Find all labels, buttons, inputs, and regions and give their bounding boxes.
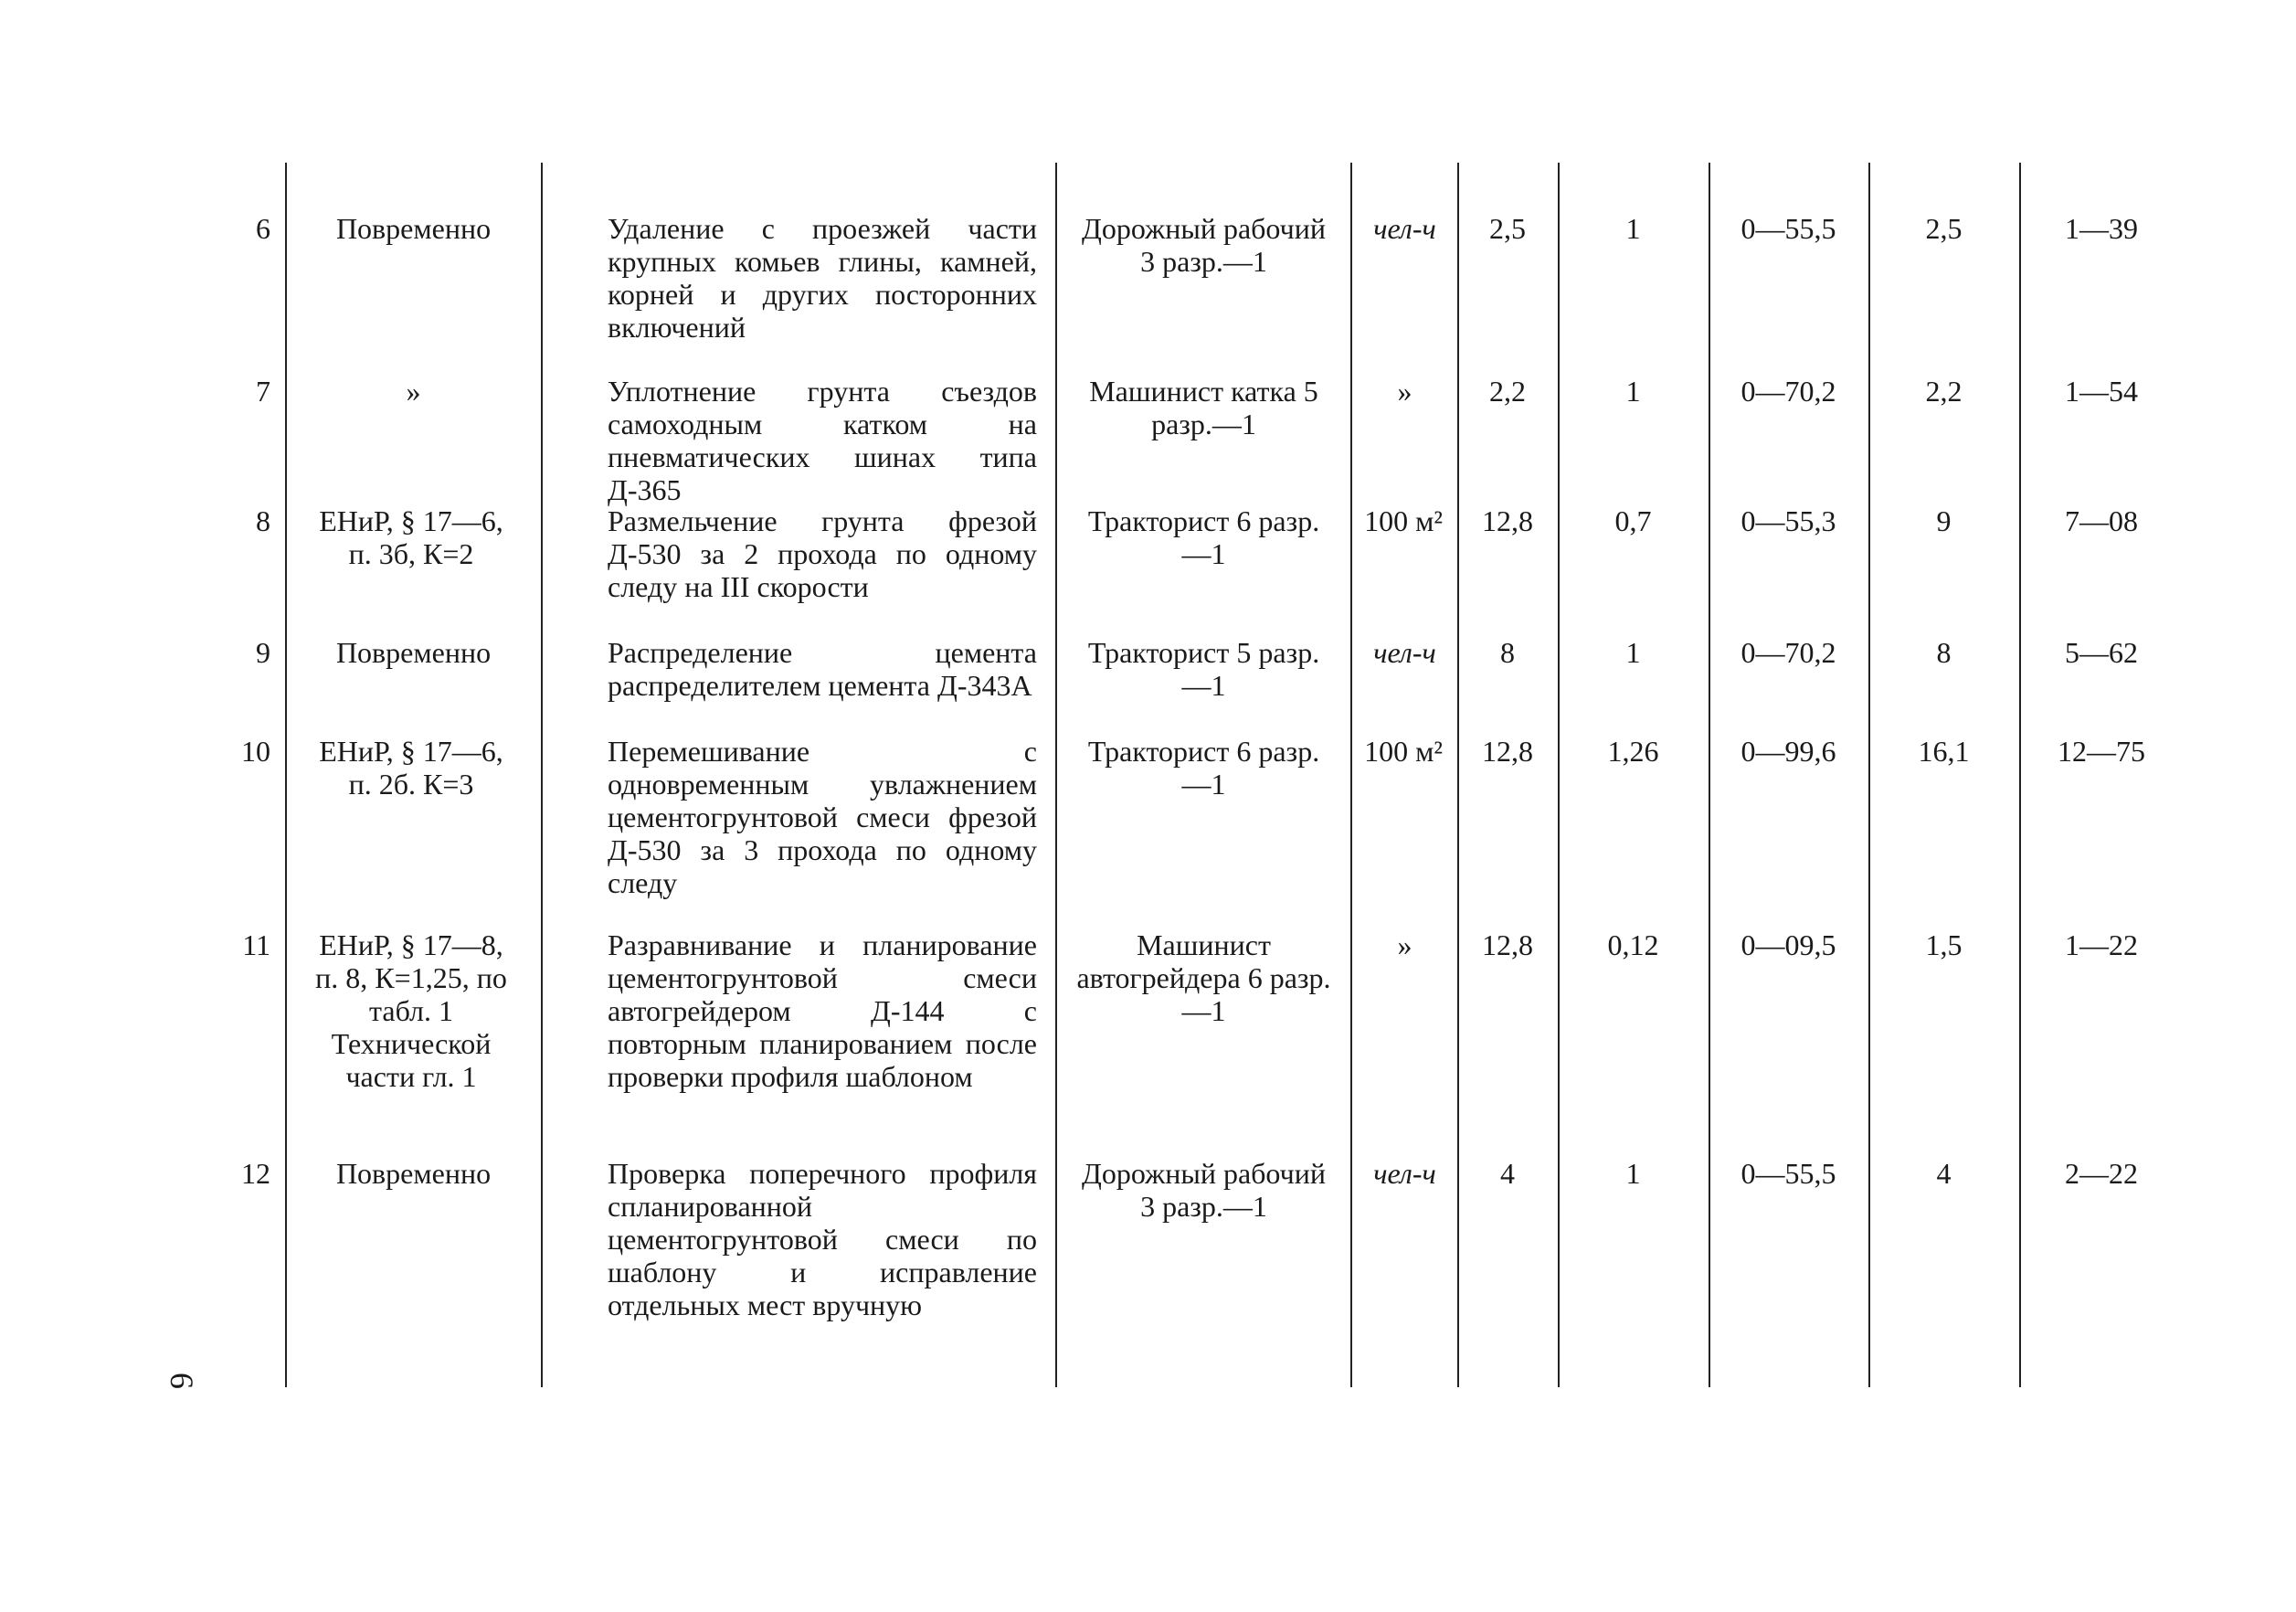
work-description: Разравнивание и планирование цементогрунтовой смеси автогрейдером Д-144 с повторным планированием после проверки профиля шаблоном bbox=[608, 928, 1037, 1093]
unit-of-measure: чел-ч bbox=[1373, 636, 1436, 669]
worker-composition: Дорожный рабочий 3 разр.—1 bbox=[1082, 212, 1326, 278]
norm-basis: Повременно bbox=[335, 212, 492, 245]
column-rule bbox=[2019, 163, 2021, 1387]
labor-cost: 16,1 bbox=[1918, 735, 1970, 768]
column-rule bbox=[1055, 163, 1057, 1387]
column-rule bbox=[1457, 163, 1459, 1387]
unit-of-measure: чел-ч bbox=[1373, 212, 1436, 245]
work-description: Перемешивание с одновременным увлажнением цементогрунтовой смеси фрезой Д-530 за 3 прохода по одному следу bbox=[608, 735, 1037, 899]
unit-rate: 0—70,2 bbox=[1741, 375, 1836, 408]
unit-rate: 0—09,5 bbox=[1741, 928, 1836, 961]
unit-of-measure: 100 м² bbox=[1364, 735, 1443, 768]
work-volume: 12,8 bbox=[1482, 735, 1533, 768]
unit-of-measure: » bbox=[1397, 928, 1413, 961]
time-norm: 0,7 bbox=[1614, 504, 1652, 537]
labor-cost: 1,5 bbox=[1925, 928, 1963, 961]
time-norm: 1,26 bbox=[1607, 735, 1659, 768]
worker-composition: Тракторист 6 разр.—1 bbox=[1087, 735, 1320, 801]
row-number: 6 bbox=[256, 212, 270, 245]
column-rule bbox=[285, 163, 287, 1387]
column-rule bbox=[1709, 163, 1710, 1387]
wage-cost: 5—62 bbox=[2065, 636, 2138, 669]
time-norm: 1 bbox=[1625, 212, 1641, 245]
norm-basis: ЕНиР, § 17—6, п. 2б. К=3 bbox=[319, 735, 503, 801]
norm-basis: ЕНиР, § 17—6, п. 3б, К=2 bbox=[319, 504, 503, 570]
work-description: Удаление с проезжей части крупных комьев глины, камней, корней и других посторонних включений bbox=[608, 212, 1037, 344]
unit-rate: 0—55,3 bbox=[1741, 504, 1836, 537]
work-volume: 8 bbox=[1500, 636, 1515, 669]
row-number: 9 bbox=[256, 636, 270, 669]
norm-basis: Повременно bbox=[335, 1157, 492, 1190]
labor-cost: 9 bbox=[1936, 504, 1952, 537]
wage-cost: 1—54 bbox=[2065, 375, 2138, 408]
unit-rate: 0—55,5 bbox=[1741, 1157, 1836, 1190]
labor-cost: 2,5 bbox=[1925, 212, 1963, 245]
work-volume: 4 bbox=[1500, 1157, 1515, 1190]
work-description: Проверка поперечного профиля спланированной цементогрунтовой смеси по шаблону и исправление отдельных мест вручную bbox=[608, 1157, 1037, 1321]
row-number: 12 bbox=[241, 1157, 270, 1190]
norm-basis: » bbox=[406, 375, 421, 408]
work-volume: 2,2 bbox=[1489, 375, 1526, 408]
wage-cost: 2—22 bbox=[2065, 1157, 2138, 1190]
unit-rate: 0—55,5 bbox=[1741, 212, 1836, 245]
page-number: 6 bbox=[164, 1373, 200, 1389]
row-number: 10 bbox=[241, 735, 270, 768]
worker-composition: Дорожный рабочий 3 разр.—1 bbox=[1082, 1157, 1326, 1223]
wage-cost: 7—08 bbox=[2065, 504, 2138, 537]
worker-composition: Тракторист 6 разр.—1 bbox=[1087, 504, 1320, 570]
work-volume: 2,5 bbox=[1489, 212, 1526, 245]
norm-basis: ЕНиР, § 17—8, п. 8, К=1,25, по табл. 1 Технической части гл. 1 bbox=[315, 928, 507, 1093]
time-norm: 0,12 bbox=[1607, 928, 1659, 961]
wage-cost: 12—75 bbox=[2058, 735, 2145, 768]
worker-composition: Машинист катка 5 разр.—1 bbox=[1089, 375, 1318, 440]
norm-basis: Повременно bbox=[335, 636, 492, 669]
time-norm: 1 bbox=[1625, 375, 1641, 408]
labor-cost: 8 bbox=[1936, 636, 1952, 669]
time-norm: 1 bbox=[1625, 636, 1641, 669]
unit-of-measure: чел-ч bbox=[1373, 1157, 1436, 1190]
unit-rate: 0—99,6 bbox=[1741, 735, 1836, 768]
unit-of-measure: 100 м² bbox=[1364, 504, 1443, 537]
unit-of-measure: » bbox=[1397, 375, 1413, 408]
work-volume: 12,8 bbox=[1482, 504, 1533, 537]
column-rule bbox=[541, 163, 543, 1387]
column-rule bbox=[1558, 163, 1560, 1387]
row-number: 7 bbox=[256, 375, 270, 408]
work-description: Размельчение грунта фрезой Д-530 за 2 прохода по одному следу на III скорости bbox=[608, 504, 1037, 603]
work-description: Распределение цемента распределителем цемента Д-343А bbox=[608, 636, 1037, 702]
labor-cost: 2,2 bbox=[1925, 375, 1963, 408]
labor-cost: 4 bbox=[1936, 1157, 1952, 1190]
column-rule bbox=[1350, 163, 1352, 1387]
wage-cost: 1—39 bbox=[2065, 212, 2138, 245]
row-number: 8 bbox=[256, 504, 270, 537]
work-volume: 12,8 bbox=[1482, 928, 1533, 961]
column-rule bbox=[1868, 163, 1870, 1387]
wage-cost: 1—22 bbox=[2065, 928, 2138, 961]
time-norm: 1 bbox=[1625, 1157, 1641, 1190]
worker-composition: Машинист автогрейдера 6 разр.—1 bbox=[1076, 928, 1331, 1027]
unit-rate: 0—70,2 bbox=[1741, 636, 1836, 669]
row-number: 11 bbox=[242, 928, 270, 961]
work-description: Уплотнение грунта съездов самоходным катком на пневматических шинах типа Д-365 bbox=[608, 375, 1037, 506]
worker-composition: Тракторист 5 разр.—1 bbox=[1087, 636, 1320, 702]
